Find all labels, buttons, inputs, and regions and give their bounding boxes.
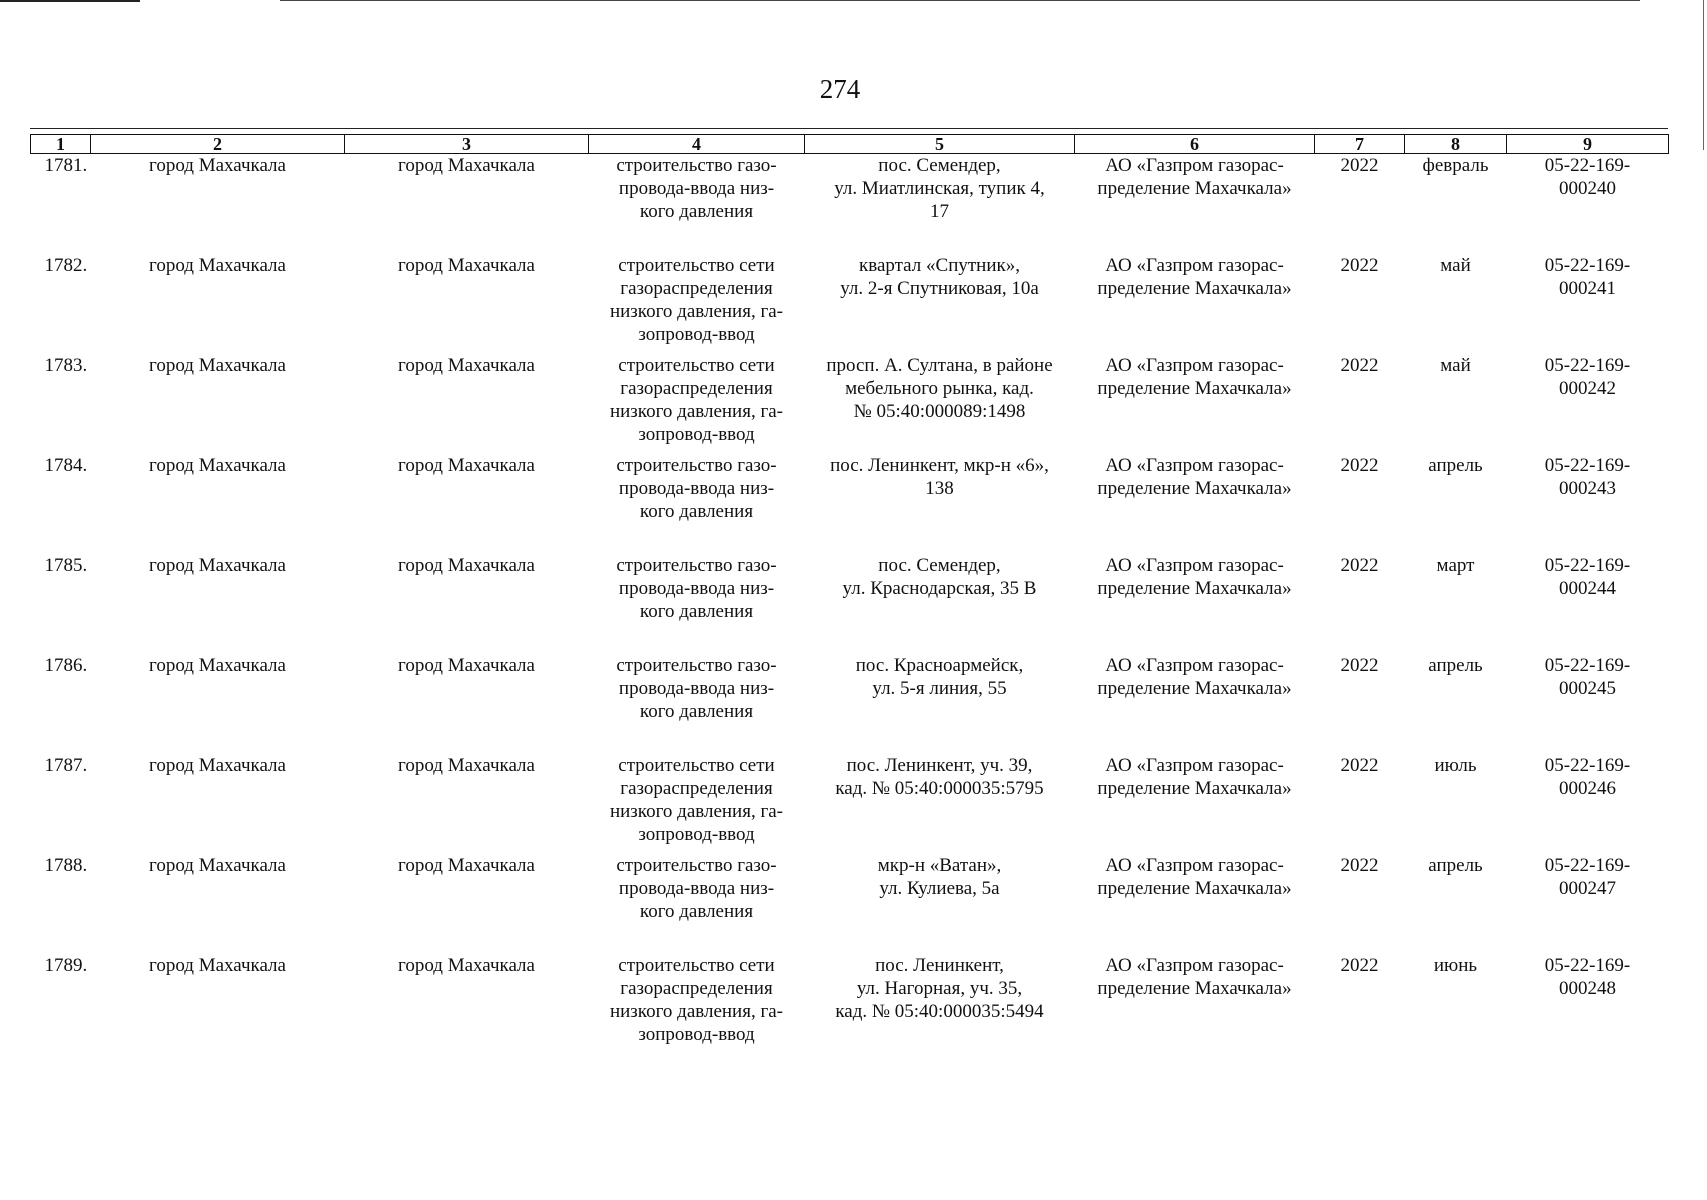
year-cell: 2022 bbox=[1340, 555, 1379, 576]
organization-line: АО «Газпром газорас- bbox=[1105, 255, 1284, 276]
organization-line: пределение Махачкала» bbox=[1097, 378, 1292, 399]
organization-line: пределение Махачкала» bbox=[1097, 178, 1292, 199]
row-number-cell: 1789. bbox=[44, 955, 88, 976]
settlement-cell: город Махачкала bbox=[398, 955, 535, 976]
code-line: 05-22-169- bbox=[1544, 455, 1631, 476]
organization-line: АО «Газпром газорас- bbox=[1105, 455, 1284, 476]
work-type-cell bbox=[589, 454, 805, 554]
year-cell: 2022 bbox=[1340, 855, 1379, 876]
settlement-cell: город Махачкала bbox=[398, 255, 535, 276]
organization-line: АО «Газпром газорас- bbox=[1105, 755, 1284, 776]
address-cell bbox=[805, 654, 1075, 754]
work-type-cell bbox=[589, 254, 805, 354]
work-type-line: строительство газо- bbox=[616, 455, 777, 476]
organization-line: пределение Махачкала» bbox=[1097, 478, 1292, 499]
code-line: 000240 bbox=[1559, 178, 1616, 199]
scan-edge-right bbox=[1703, 0, 1704, 150]
address-cell bbox=[805, 554, 1075, 654]
organization-line: пределение Махачкала» bbox=[1097, 578, 1292, 599]
column-number: 5 bbox=[805, 135, 1075, 154]
address-line: пос. Красноармейск, bbox=[855, 655, 1024, 676]
year-cell: 2022 bbox=[1340, 455, 1379, 476]
work-type-line: газораспределения bbox=[620, 378, 773, 399]
table-row bbox=[31, 254, 1669, 354]
code-line: 05-22-169- bbox=[1544, 955, 1631, 976]
work-type-line: провода-ввода низ- bbox=[618, 578, 775, 599]
settlement-cell: город Махачкала bbox=[398, 455, 535, 476]
work-type-line: строительство сети bbox=[618, 955, 775, 976]
code-line: 000245 bbox=[1559, 678, 1616, 699]
work-type-line: низкого давления, га- bbox=[609, 301, 784, 322]
work-type-line: кого давления bbox=[639, 701, 754, 722]
month-cell: апрель bbox=[1428, 455, 1483, 476]
work-type-line: низкого давления, га- bbox=[609, 1001, 784, 1022]
district-cell: город Махачкала bbox=[149, 455, 286, 476]
code-line: 05-22-169- bbox=[1544, 255, 1631, 276]
month-cell: май bbox=[1440, 255, 1471, 276]
code-line: 05-22-169- bbox=[1544, 855, 1631, 876]
work-type-line: провода-ввода низ- bbox=[618, 678, 775, 699]
column-number: 9 bbox=[1507, 135, 1669, 154]
organization-line: пределение Махачкала» bbox=[1097, 878, 1292, 899]
table-row bbox=[31, 754, 1669, 854]
address-line: ул. 5-я линия, 55 bbox=[872, 678, 1007, 699]
address-cell bbox=[805, 254, 1075, 354]
column-number-row bbox=[31, 135, 1669, 154]
year-cell: 2022 bbox=[1340, 755, 1379, 776]
work-type-cell bbox=[589, 554, 805, 654]
organization-line: АО «Газпром газорас- bbox=[1105, 855, 1284, 876]
code-line: 000244 bbox=[1559, 578, 1616, 599]
address-line: квартал «Спутник», bbox=[859, 255, 1020, 276]
work-type-line: строительство газо- bbox=[616, 555, 777, 576]
code-line: 000246 bbox=[1559, 778, 1616, 799]
organization-line: АО «Газпром газорас- bbox=[1105, 655, 1284, 676]
code-cell bbox=[1507, 754, 1669, 854]
district-cell: город Махачкала bbox=[149, 755, 286, 776]
address-line: кад. № 05:40:000035:5494 bbox=[835, 1001, 1044, 1022]
organization-cell bbox=[1075, 854, 1315, 954]
work-type-line: газораспределения bbox=[620, 778, 773, 799]
code-cell bbox=[1507, 654, 1669, 754]
organization-cell bbox=[1075, 354, 1315, 454]
district-cell: город Махачкала bbox=[149, 955, 286, 976]
row-number-cell: 1783. bbox=[44, 355, 88, 376]
month-cell: июнь bbox=[1433, 955, 1478, 976]
address-cell bbox=[805, 354, 1075, 454]
table-row bbox=[31, 954, 1669, 1054]
row-number-cell: 1786. bbox=[44, 655, 88, 676]
address-cell bbox=[805, 454, 1075, 554]
work-type-cell bbox=[589, 854, 805, 954]
code-line: 000248 bbox=[1559, 978, 1616, 999]
table-row bbox=[31, 854, 1669, 954]
settlement-cell: город Махачкала bbox=[398, 855, 535, 876]
address-line: ул. Нагорная, уч. 35, bbox=[856, 978, 1023, 999]
settlement-cell: город Махачкала bbox=[398, 355, 535, 376]
organization-line: АО «Газпром газорас- bbox=[1105, 555, 1284, 576]
organization-line: АО «Газпром газорас- bbox=[1105, 155, 1284, 176]
district-cell: город Махачкала bbox=[149, 255, 286, 276]
address-cell bbox=[805, 754, 1075, 854]
month-cell: март bbox=[1436, 555, 1475, 576]
scan-edge-top bbox=[0, 0, 1707, 5]
address-line: ул. Кулиева, 5а bbox=[879, 878, 1000, 899]
address-line: пос. Семендер, bbox=[878, 555, 1001, 576]
organization-line: пределение Махачкала» bbox=[1097, 778, 1292, 799]
year-cell: 2022 bbox=[1340, 255, 1379, 276]
code-cell bbox=[1507, 454, 1669, 554]
code-cell bbox=[1507, 154, 1669, 255]
work-type-line: кого давления bbox=[639, 601, 754, 622]
address-line: мкр-н «Ватан», bbox=[877, 855, 1002, 876]
code-line: 000241 bbox=[1559, 278, 1616, 299]
address-line: № 05:40:000089:1498 bbox=[853, 401, 1026, 422]
code-line: 000243 bbox=[1559, 478, 1616, 499]
work-type-line: провода-ввода низ- bbox=[618, 478, 775, 499]
year-cell: 2022 bbox=[1340, 355, 1379, 376]
work-type-line: провода-ввода низ- bbox=[618, 178, 775, 199]
year-cell: 2022 bbox=[1340, 155, 1379, 176]
address-line: ул. 2-я Спутниковая, 10а bbox=[840, 278, 1039, 299]
work-type-line: газораспределения bbox=[620, 278, 773, 299]
settlement-cell: город Махачкала bbox=[398, 755, 535, 776]
work-type-line: строительство сети bbox=[618, 255, 775, 276]
table-row bbox=[31, 654, 1669, 754]
column-number: 3 bbox=[345, 135, 589, 154]
month-cell: июль bbox=[1434, 755, 1477, 776]
address-line: 17 bbox=[930, 201, 949, 222]
row-number-cell: 1781. bbox=[44, 155, 88, 176]
district-cell: город Махачкала bbox=[149, 655, 286, 676]
settlement-cell: город Махачкала bbox=[398, 655, 535, 676]
organization-cell bbox=[1075, 754, 1315, 854]
organization-line: пределение Махачкала» bbox=[1097, 678, 1292, 699]
work-type-line: газораспределения bbox=[620, 978, 773, 999]
district-cell: город Махачкала bbox=[149, 155, 286, 176]
table-body bbox=[31, 154, 1669, 1055]
month-cell: апрель bbox=[1428, 655, 1483, 676]
district-cell: город Махачкала bbox=[149, 555, 286, 576]
row-number-cell: 1787. bbox=[44, 755, 88, 776]
work-type-line: провода-ввода низ- bbox=[618, 878, 775, 899]
column-number: 4 bbox=[589, 135, 805, 154]
page-number: 274 bbox=[819, 74, 861, 104]
organization-cell bbox=[1075, 454, 1315, 554]
column-number: 8 bbox=[1405, 135, 1507, 154]
address-line: просп. А. Султана, в районе bbox=[826, 355, 1053, 376]
column-number: 1 bbox=[31, 135, 91, 154]
address-line: мебельного рынка, кад. bbox=[845, 378, 1034, 399]
settlement-cell: город Махачкала bbox=[398, 155, 535, 176]
code-cell bbox=[1507, 954, 1669, 1054]
address-cell bbox=[805, 954, 1075, 1054]
district-cell: город Махачкала bbox=[149, 355, 286, 376]
month-cell: апрель bbox=[1428, 855, 1483, 876]
work-type-line: кого давления bbox=[639, 901, 754, 922]
work-type-cell bbox=[589, 354, 805, 454]
row-number-cell: 1784. bbox=[44, 455, 88, 476]
address-line: пос. Ленинкент, мкр-н «6», bbox=[830, 455, 1049, 476]
organization-cell bbox=[1075, 554, 1315, 654]
work-type-cell bbox=[589, 154, 805, 255]
register-table bbox=[30, 134, 1669, 1054]
address-line: пос. Ленинкент, уч. 39, bbox=[846, 755, 1033, 776]
column-number: 7 bbox=[1315, 135, 1405, 154]
organization-line: АО «Газпром газорас- bbox=[1105, 355, 1284, 376]
code-cell bbox=[1507, 354, 1669, 454]
code-cell bbox=[1507, 554, 1669, 654]
work-type-line: строительство сети bbox=[618, 355, 775, 376]
work-type-line: низкого давления, га- bbox=[609, 801, 784, 822]
month-cell: февраль bbox=[1422, 155, 1489, 176]
organization-line: пределение Махачкала» bbox=[1097, 278, 1292, 299]
code-line: 000247 bbox=[1559, 878, 1616, 899]
work-type-line: зопровод-ввод bbox=[638, 1024, 755, 1045]
address-line: ул. Краснодарская, 35 В bbox=[842, 578, 1037, 599]
address-cell bbox=[805, 154, 1075, 255]
district-cell: город Махачкала bbox=[149, 855, 286, 876]
work-type-line: строительство газо- bbox=[616, 655, 777, 676]
code-cell bbox=[1507, 254, 1669, 354]
top-rule bbox=[30, 128, 1668, 129]
year-cell: 2022 bbox=[1340, 955, 1379, 976]
code-line: 05-22-169- bbox=[1544, 355, 1631, 376]
organization-line: АО «Газпром газорас- bbox=[1105, 955, 1284, 976]
column-number: 6 bbox=[1075, 135, 1315, 154]
row-number-cell: 1785. bbox=[44, 555, 88, 576]
month-cell: май bbox=[1440, 355, 1471, 376]
table-row bbox=[31, 454, 1669, 554]
column-number: 2 bbox=[91, 135, 345, 154]
code-cell bbox=[1507, 854, 1669, 954]
settlement-cell: город Махачкала bbox=[398, 555, 535, 576]
work-type-line: зопровод-ввод bbox=[638, 324, 755, 345]
work-type-line: строительство газо- bbox=[616, 855, 777, 876]
work-type-line: кого давления bbox=[639, 501, 754, 522]
code-line: 05-22-169- bbox=[1544, 755, 1631, 776]
address-line: кад. № 05:40:000035:5795 bbox=[835, 778, 1044, 799]
work-type-cell bbox=[589, 654, 805, 754]
table-row bbox=[31, 554, 1669, 654]
work-type-line: зопровод-ввод bbox=[638, 824, 755, 845]
work-type-cell bbox=[589, 754, 805, 854]
work-type-line: кого давления bbox=[639, 201, 754, 222]
row-number-cell: 1788. bbox=[44, 855, 88, 876]
table-row bbox=[31, 354, 1669, 454]
organization-cell bbox=[1075, 954, 1315, 1054]
work-type-line: строительство сети bbox=[618, 755, 775, 776]
code-line: 05-22-169- bbox=[1544, 155, 1631, 176]
year-cell: 2022 bbox=[1340, 655, 1379, 676]
address-line: 138 bbox=[925, 478, 954, 499]
row-number-cell: 1782. bbox=[44, 255, 88, 276]
address-cell bbox=[805, 854, 1075, 954]
table-row bbox=[31, 154, 1669, 255]
work-type-line: низкого давления, га- bbox=[609, 401, 784, 422]
organization-line: пределение Махачкала» bbox=[1097, 978, 1292, 999]
organization-cell bbox=[1075, 254, 1315, 354]
address-line: пос. Семендер, bbox=[878, 155, 1001, 176]
code-line: 05-22-169- bbox=[1544, 555, 1631, 576]
work-type-line: зопровод-ввод bbox=[638, 424, 755, 445]
code-line: 05-22-169- bbox=[1544, 655, 1631, 676]
address-line: ул. Миатлинская, тупик 4, bbox=[834, 178, 1045, 199]
work-type-cell bbox=[589, 954, 805, 1054]
organization-cell bbox=[1075, 654, 1315, 754]
work-type-line: строительство газо- bbox=[616, 155, 777, 176]
organization-cell bbox=[1075, 154, 1315, 255]
address-line: пос. Ленинкент, bbox=[875, 955, 1004, 976]
code-line: 000242 bbox=[1559, 378, 1616, 399]
